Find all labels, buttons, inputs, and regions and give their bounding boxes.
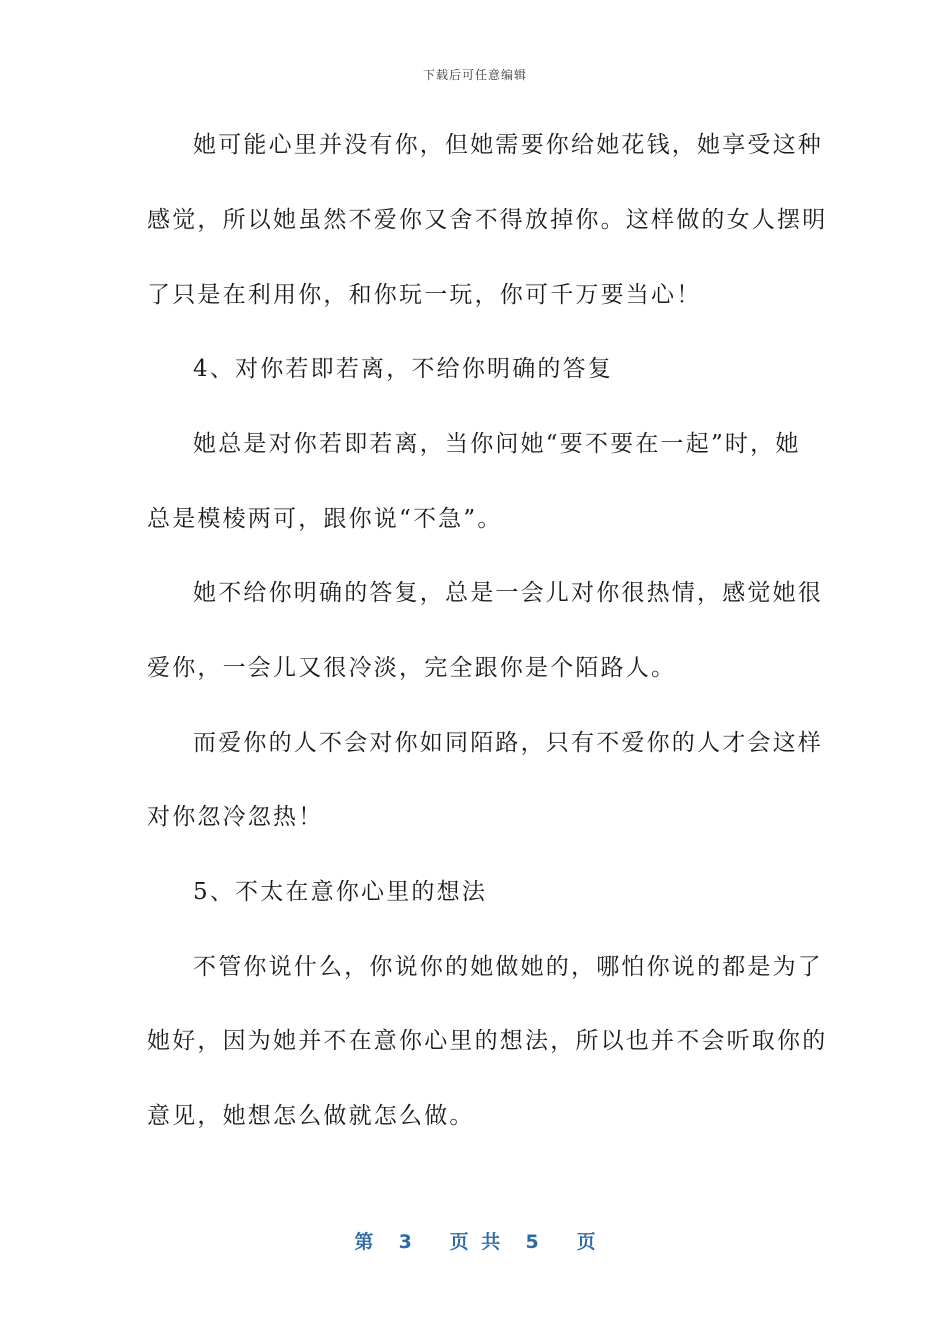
- paragraph-line: 她可能心里并没有你，但她需要你给她花钱，她享受这种: [193, 132, 823, 158]
- paragraph-line: 意见，她想怎么做就怎么做。: [147, 1103, 475, 1129]
- paragraph-line: 感觉，所以她虽然不爱你又舍不得放掉你。这样做的女人摆明: [147, 207, 828, 233]
- paragraph-line: 对你忽冷忽热！: [147, 804, 324, 830]
- paragraph-line: 她总是对你若即若离，当你问她“要不要在一起”时，她: [193, 431, 801, 457]
- section-heading: 5、不太在意你心里的想法: [193, 879, 488, 905]
- paragraph-line: 她好，因为她并不在意你心里的想法，所以也并不会听取你的: [147, 1028, 828, 1054]
- paragraph-line: 爱你，一会儿又很冷淡，完全跟你是个陌路人。: [147, 655, 677, 681]
- page-header-note: 下载后可任意编辑: [422, 68, 527, 82]
- paragraph-line: 她不给你明确的答复，总是一会儿对你很热情，感觉她很: [193, 580, 823, 606]
- page-number-footer: 第 3 页 共 5 页: [354, 1231, 596, 1253]
- paragraph-line: 总是模棱两可，跟你说“不急”。: [147, 506, 503, 532]
- paragraph-line: 不管你说什么，你说你的她做她的，哪怕你说的都是为了: [193, 954, 823, 980]
- paragraph-line: 了只是在利用你，和你玩一玩，你可千万要当心！: [147, 282, 702, 308]
- paragraph-line: 而爱你的人不会对你如同陌路，只有不爱你的人才会这样: [193, 730, 823, 756]
- section-heading: 4、对你若即若离，不给你明确的答复: [193, 356, 614, 382]
